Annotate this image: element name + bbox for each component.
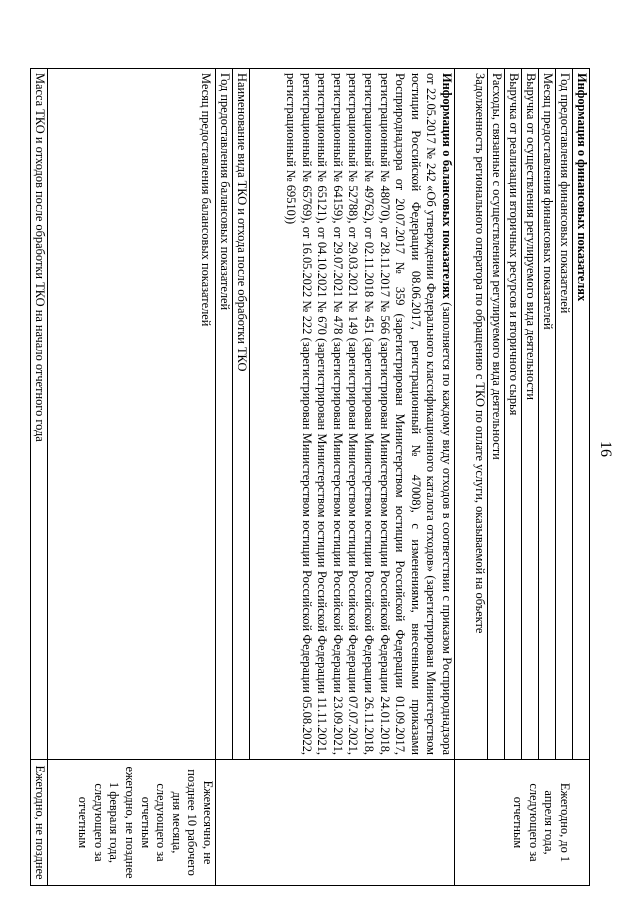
last-frequency: Ежегодно, не позднее bbox=[31, 760, 48, 886]
balance-header-text: (заполняется по каждому виду отходов в соответствии с приказом Росприроднадзора от 22.05.2017 № 242 «Об утверждении Федерального классификационного каталога отходов» (зарегистрирован Министерством юстиции Российской Федерации 08.06.2017, регистрационный № 47008), с изменениями, внесенными приказами Росприроднадзора от 20.07.2017 № 359 (зарегистрирован Министерством юстиции Российской Федерации 01.09.2017, регистрационный № 48070), от 28.11.2017 № 566 (зарегистрирован Министерством юстиции Российской Федерации 24.01.2018, регистрационный № 49762), от 02.11.2018 № 451 (зарегистрирован Министерством юстиции Российской Федерации 26.11.2018, регистрационный № 52788), от 29.03.2021 № 149 (зарегистрирован Министерством юстиции Российской Федерации 07.07.2021, регистрационный № 64159), от 29.07.2021 № 478 (зарегистрирован Министерством юстиции Российской Федерации 23.09.2021, регистрационный № 65121), от 04.10.2021 № 670 (зарегистрирован Министерством юстиции Российской Федерации 11.11.2021, регистрационный № 65769), от 16.05.2022 № 222 (зарегистрирован Министерством юстиции Российской Федерации 05.08.2022, регистрационный № 69510)) bbox=[284, 73, 454, 755]
indicators-table bbox=[215, 68, 590, 886]
balance-row: Месяц предоставления балансовых показателей bbox=[48, 69, 216, 760]
table-row bbox=[250, 69, 455, 886]
balance-row: Масса ТКО и отходов после обработки ТКО на начало отчетного года bbox=[31, 69, 48, 760]
financial-row: Задолженность регионального оператора по обращению с ТКО по оплате услуги, оказываемой на объекте bbox=[455, 69, 488, 760]
balance-frequency-spacer bbox=[216, 760, 455, 886]
document-sheet bbox=[33, 68, 590, 885]
financial-row: Месяц предоставления финансовых показателей bbox=[539, 69, 556, 760]
financial-row: Расходы, связанные с осуществлением регулируемого вида деятельности bbox=[488, 69, 505, 760]
financial-row: Выручка от реализации вторичных ресурсов и вторичного сырья bbox=[505, 69, 522, 760]
balance-row: Наименование вида ТКО и отхода после обработки ТКО bbox=[233, 69, 250, 760]
financial-header: Информация о финансовых показателях bbox=[573, 69, 590, 760]
balance-row: Год предоставления балансовых показателей bbox=[216, 69, 233, 760]
table-row bbox=[48, 69, 216, 886]
balance-header bbox=[250, 69, 455, 760]
balance-table bbox=[30, 68, 216, 886]
financial-frequency: Ежегодно, до 1 апреля года, следующего за отчетным bbox=[455, 760, 590, 886]
financial-row: Выручка от осуществления регулируемого вида деятельности bbox=[522, 69, 539, 760]
balance-frequency bbox=[48, 760, 216, 886]
table-row bbox=[573, 69, 590, 886]
monthly-frequency: Ежемесячно, не позднее 10 рабочего дня месяца, следующего за отчетным bbox=[138, 769, 215, 876]
yearly-frequency: ежегодно, не позднее 1 февраля года, следующего за отчетным bbox=[76, 766, 138, 879]
page-number: 16 bbox=[597, 441, 614, 457]
financial-row: Год предоставления финансовых показателей bbox=[556, 69, 573, 760]
balance-header-title: Информация о балансовых показателях bbox=[440, 73, 454, 299]
table-row bbox=[31, 69, 48, 886]
